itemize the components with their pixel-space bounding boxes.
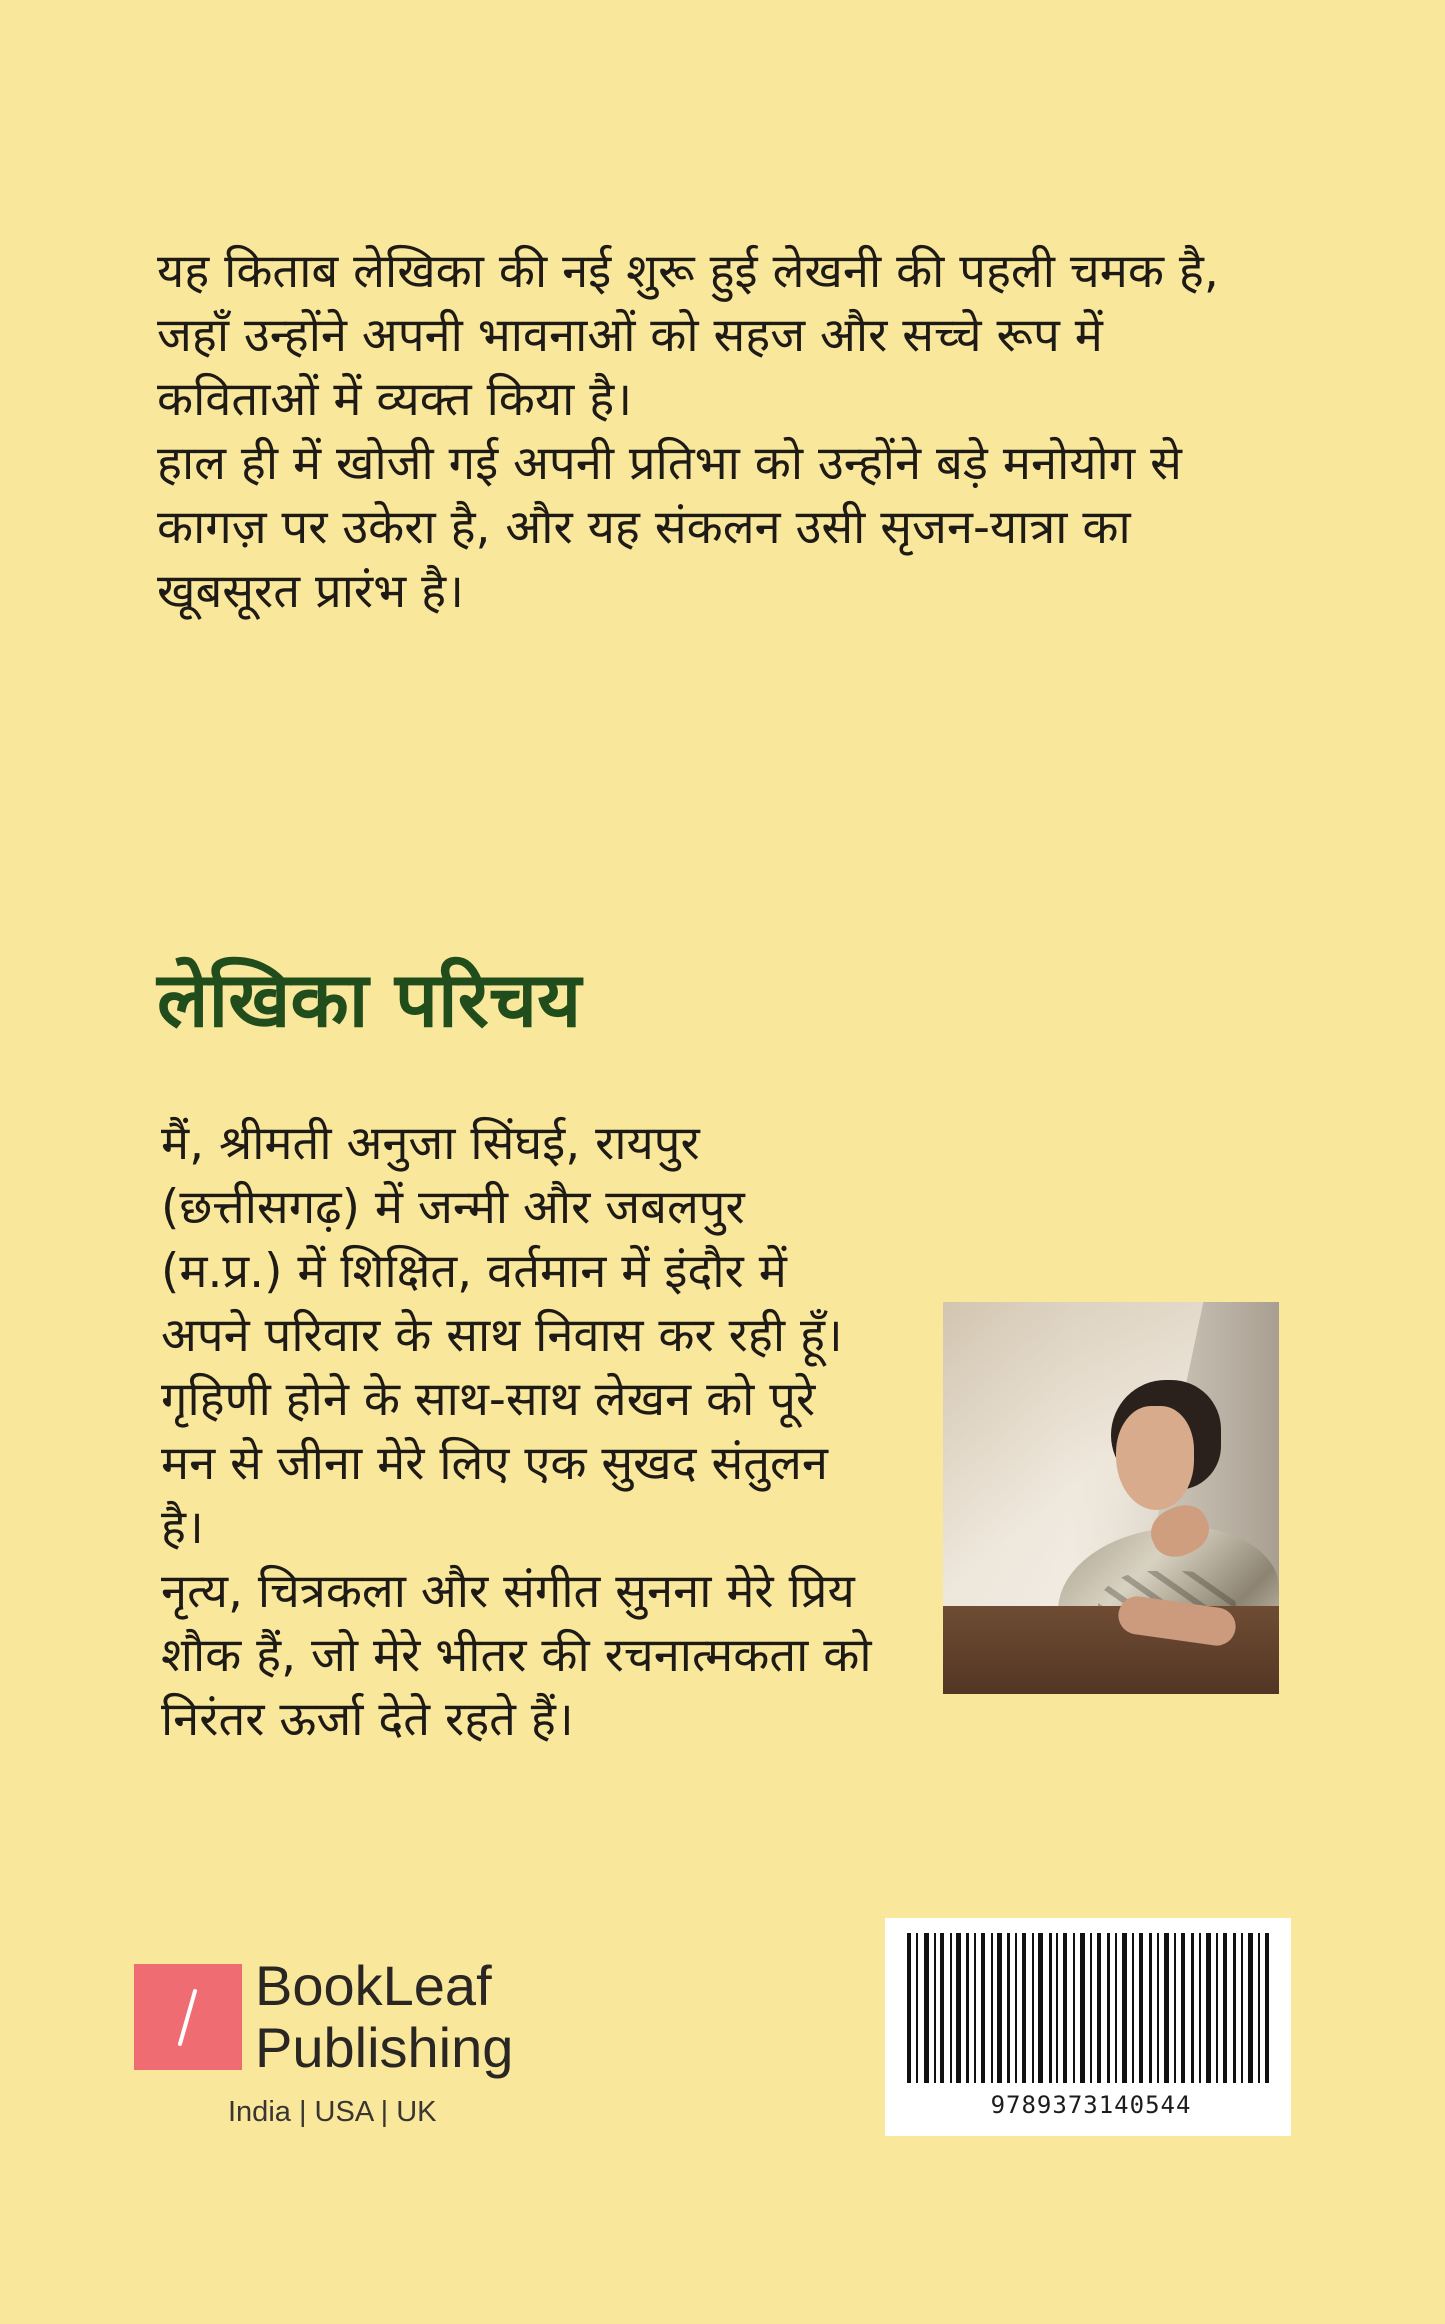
isbn-barcode [885, 1918, 1291, 2136]
blurb-paragraph-1: यह किताब लेखिका की नई शुरू हुई लेखनी की पहली चमक है, जहाँ उन्होंने अपनी भावनाओं को सहज और सच्चे रूप में कविताओं में व्यक्त किया है। [157, 244, 1219, 427]
blurb-paragraph-2: हाल ही में खोजी गई अपनी प्रतिभा को उन्होंने बड़े मनोयोग से कागज़ पर उकेरा है, और यह संकलन उसी सृजन-यात्रा का खूबसूरत प्रारंभ है। [157, 436, 1182, 619]
publisher-logo [134, 1954, 544, 2139]
bookleaf-slash-icon-graphic [134, 1964, 242, 2070]
author-introduction-heading: लेखिका परिचय [157, 955, 582, 1044]
author-biography [161, 1112, 881, 1752]
publisher-name-line-1: BookLeaf [255, 1954, 492, 2017]
isbn-number: 9789373140544 [990, 2091, 1192, 2119]
book-blurb [157, 240, 1247, 624]
author-bio-paragraph-1: मैं, श्रीमती अनुजा सिंघई, रायपुर (छत्तीसगढ़) में जन्मी और जबलपुर (म.प्र.) में शिक्षित, वर्तमान में इंदौर में अपने परिवार के साथ निवास कर रही हूँ। गृहिणी होने के साथ-साथ लेखन को पूरे मन से जीना मेरे लिए एक सुखद संतुलन है। [161, 1116, 843, 1555]
bookleaf-slash-icon [134, 1964, 242, 2070]
publisher-name [255, 1955, 555, 2079]
author-photo-face [1116, 1406, 1194, 1510]
author-photo [943, 1302, 1279, 1694]
author-bio-paragraph-2: नृत्य, चित्रकला और संगीत सुनना मेरे प्रिय शौक हैं, जो मेरे भीतर की रचनात्मकता को निरंतर ऊर्जा देते रहते हैं। [161, 1564, 872, 1747]
publisher-regions: India | USA | UK [228, 2096, 437, 2128]
publisher-name-line-2: Publishing [255, 2016, 514, 2079]
